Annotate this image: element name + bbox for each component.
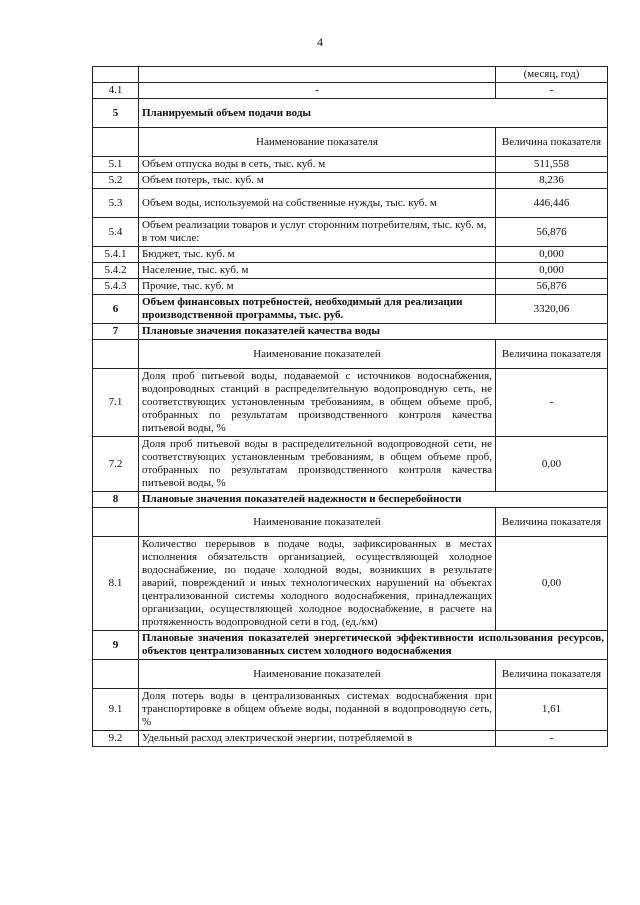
empty-cell	[93, 128, 139, 157]
section-number: 5	[93, 99, 139, 128]
table-row	[93, 537, 608, 631]
row-value: 1,61	[496, 689, 608, 731]
header-value: Величина показателя	[496, 128, 608, 157]
section-number: 6	[93, 295, 139, 324]
header-value: Величина показателя	[496, 660, 608, 689]
section-number: 7	[93, 324, 139, 340]
header-value: Величина показателя	[496, 508, 608, 537]
section-title: Плановые значения показателей надежности и бесперебойности	[139, 492, 608, 508]
empty-cell	[93, 67, 139, 83]
empty-cell	[139, 67, 496, 83]
row-value: 511,558	[496, 157, 608, 173]
row-name: Доля потерь воды в централизованных системах водоснабжения при транспортировке в общем объеме воды, поданной в водопроводную сеть, %	[139, 689, 496, 731]
row-number: 4.1	[93, 83, 139, 99]
table-row	[93, 189, 608, 218]
table-row	[93, 67, 608, 83]
header-name: Наименование показателя	[139, 128, 496, 157]
row-name: Объем потерь, тыс. куб. м	[139, 173, 496, 189]
row-value: 56,876	[496, 218, 608, 247]
row-number: 5.2	[93, 173, 139, 189]
section-header-9	[93, 631, 608, 660]
row-name: Бюджет, тыс. куб. м	[139, 247, 496, 263]
row-name: Объем воды, используемой на собственные нужды, тыс. куб. м	[139, 189, 496, 218]
table-row	[93, 263, 608, 279]
row-number: 9.1	[93, 689, 139, 731]
table-row	[93, 437, 608, 492]
row-name: -	[139, 83, 496, 99]
column-header-row	[93, 128, 608, 157]
row-number: 5.4	[93, 218, 139, 247]
row-name: Доля проб питьевой воды в распределительной водопроводной сети, не соответствующих установленным требованиям, в общем объеме проб, отобранных по результатам производственного контроля качества питьевой воды, %	[139, 437, 496, 492]
row-number: 7.1	[93, 369, 139, 437]
row-name: Прочие, тыс. куб. м	[139, 279, 496, 295]
row-name: Объем отпуска воды в сеть, тыс. куб. м	[139, 157, 496, 173]
unit-label: (месяц, год)	[496, 67, 608, 83]
row-name: Удельный расход электрической энергии, потребляемой в	[139, 731, 496, 747]
table-row	[93, 689, 608, 731]
empty-cell	[93, 340, 139, 369]
row-name: Население, тыс. куб. м	[139, 263, 496, 279]
section-title: Объем финансовых потребностей, необходимый для реализации производственной программы, тыс. руб.	[139, 295, 496, 324]
header-value: Величина показателя	[496, 340, 608, 369]
table-row	[93, 83, 608, 99]
column-header-row	[93, 340, 608, 369]
row-number: 9.2	[93, 731, 139, 747]
table-row	[93, 173, 608, 189]
row-number: 7.2	[93, 437, 139, 492]
section-number: 8	[93, 492, 139, 508]
row-value: 0,00	[496, 437, 608, 492]
row-name: Доля проб питьевой воды, подаваемой с источников водоснабжения, водопроводных станций в распределительную водопроводную сеть, не соответствующих установленным требованиям, в общем объеме проб, отобранных по результатам производственного контроля качества питьевой воды, %	[139, 369, 496, 437]
row-name: Объем реализации товаров и услуг сторонним потребителям, тыс. куб. м, в том числе:	[139, 218, 496, 247]
column-header-row	[93, 660, 608, 689]
table-row	[93, 218, 608, 247]
section-header-6	[93, 295, 608, 324]
section-number: 9	[93, 631, 139, 660]
row-value: 0,000	[496, 247, 608, 263]
row-value: -	[496, 369, 608, 437]
row-value: 446,446	[496, 189, 608, 218]
table-row	[93, 157, 608, 173]
section-title: Плановые значения показателей энергетической эффективности использования ресурсов, объектов централизованных систем холодного водоснабжения	[139, 631, 608, 660]
row-number: 5.4.1	[93, 247, 139, 263]
row-number: 8.1	[93, 537, 139, 631]
section-header-5	[93, 99, 608, 128]
table-row	[93, 247, 608, 263]
row-number: 5.3	[93, 189, 139, 218]
table-row	[93, 279, 608, 295]
table-row	[93, 731, 608, 747]
header-name: Наименование показателей	[139, 340, 496, 369]
section-title: Планируемый объем подачи воды	[139, 99, 608, 128]
row-value: -	[496, 83, 608, 99]
row-value: 0,000	[496, 263, 608, 279]
empty-cell	[93, 660, 139, 689]
row-value: -	[496, 731, 608, 747]
row-number: 5.4.3	[93, 279, 139, 295]
header-name: Наименование показателей	[139, 508, 496, 537]
row-number: 5.4.2	[93, 263, 139, 279]
section-title: Плановые значения показателей качества воды	[139, 324, 608, 340]
header-name: Наименование показателей	[139, 660, 496, 689]
row-name: Количество перерывов в подаче воды, зафиксированных в местах исполнения обязательств организацией, осуществляющей холодное водоснабжение, по подаче холодной воды, возникших в результате аварий, повреждений и иных технологических нарушений на объектах централизованной системы холодного водоснабжения, принадлежащих организации, осуществляющей холодное водоснабжение, в расчете на протяженность водопроводной сети в год, (ед./км)	[139, 537, 496, 631]
table-row	[93, 369, 608, 437]
section-header-8	[93, 492, 608, 508]
empty-cell	[93, 508, 139, 537]
column-header-row	[93, 508, 608, 537]
row-value: 56,876	[496, 279, 608, 295]
section-header-7	[93, 324, 608, 340]
row-value: 0,00	[496, 537, 608, 631]
section-value: 3320,06	[496, 295, 608, 324]
page-number: 4	[317, 35, 323, 49]
row-number: 5.1	[93, 157, 139, 173]
row-value: 8,236	[496, 173, 608, 189]
indicators-table	[92, 66, 608, 747]
